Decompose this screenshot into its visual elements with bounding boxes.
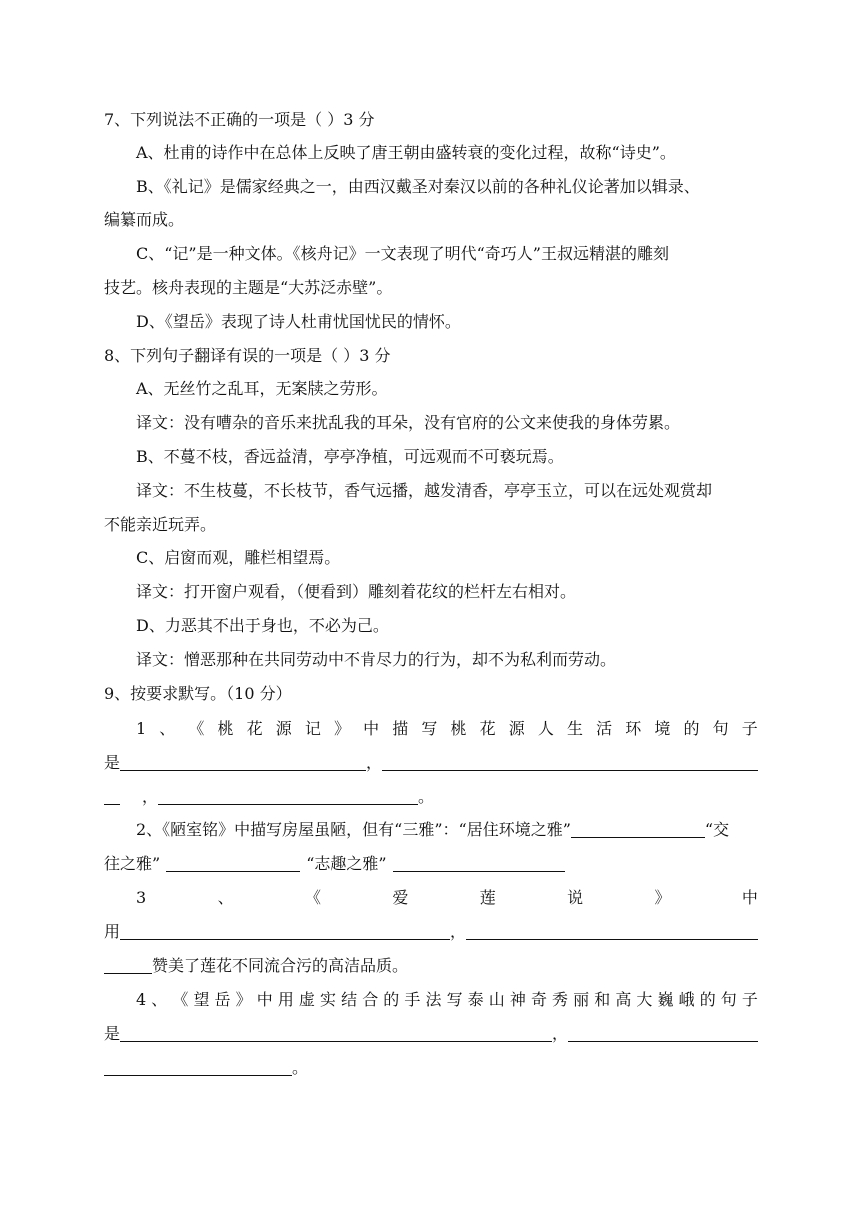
q8-option-b: B、不蔓不枝，香远益清，亭亭净植，可远观而不可亵玩焉。 [136,447,564,466]
item2-blank-3[interactable] [393,855,565,872]
item1-char: 人 [537,719,554,738]
item4-char: 子 [741,990,758,1009]
item1-shi: 是 [104,753,121,772]
item2-text-c: 往之雅” [104,854,161,873]
item1-char: 》 [334,719,351,738]
item3-char: 说 [567,888,584,907]
item3-char: 中 [741,888,758,907]
item1-char: 活 [596,719,613,738]
item1-blank-3[interactable] [158,788,418,805]
item1-char: 境 [654,719,671,738]
item1-char: 源 [275,719,292,738]
item4-char: 峨 [678,990,695,1009]
item4-char: 虚 [298,990,315,1009]
item1-char: 桃 [217,719,234,738]
q9-item3-blanks-row1 [104,922,758,942]
item4-blank-2[interactable] [568,1025,758,1042]
q7-option-d: D、《望岳》表现了诗人杜甫忧国忧民的情怀。 [136,312,461,331]
q7-option-c-line1: C、“记”是一种文体。《核舟记》一文表现了明代“奇巧人”王叔远精湛的雕刻 [136,244,669,263]
item1-char: 写 [421,719,438,738]
q8-option-a-translation: 译文：没有嘈杂的音乐来扰乱我的耳朵，没有官府的公文来使我的身体劳累。 [136,413,681,432]
q8-option-c-translation: 译文：打开窗户观看，（便看到）雕刻着花纹的栏杆左右相对。 [136,582,577,601]
item1-char: 中 [363,719,380,738]
item4-char: 岳 [214,990,231,1009]
item4-char: 实 [320,990,337,1009]
q9-item4-blanks-row1 [104,1024,758,1044]
q7-option-b-line2: 编纂而成。 [104,210,185,229]
q9-item2-row2 [104,854,758,874]
item4-char: 》 [235,990,252,1009]
item1-char: 环 [625,719,642,738]
item1-char: 花 [479,719,496,738]
item4-char: 的 [699,990,716,1009]
item2-text-d: “志趣之雅” [306,854,387,873]
item4-char: 用 [277,990,294,1009]
item4-char: 结 [341,990,358,1009]
item2-text-a: 2、《陋室铭》中描写房屋虽陋，但有“三雅”：“居住环境之雅” [136,820,571,839]
q9-item3-blanks-row2 [104,956,758,976]
item4-char: 奇 [530,990,547,1009]
item3-blank-1[interactable] [120,923,450,940]
item1-comma2: ， [142,787,159,806]
item3-char: 、 [217,888,234,907]
item4-blank-2-cont[interactable] [104,1059,292,1076]
item4-comma: ， [552,1024,569,1043]
item4-char: 中 [256,990,273,1009]
q8-option-a: A、无丝竹之乱耳，无案牍之劳形。 [136,379,388,398]
item4-char: 法 [425,990,442,1009]
item4-char: 泰 [467,990,484,1009]
item1-comma: ， [366,753,383,772]
item4-char: 大 [636,990,653,1009]
item3-char: 3 [136,888,147,907]
item4-char: 山 [488,990,505,1009]
item3-char: 《 [304,888,321,907]
item4-blank-1[interactable] [120,1025,552,1042]
item3-blank-2-cont[interactable] [104,957,152,974]
item4-char: 写 [446,990,463,1009]
item1-blank-2[interactable] [382,754,758,771]
item1-char: 的 [683,719,700,738]
item3-blank-2[interactable] [466,923,758,940]
item4-char: 的 [383,990,400,1009]
q7-option-a: A、杜甫的诗作中在总体上反映了唐王朝由盛转衰的变化过程，故称“诗史”。 [136,143,676,162]
q9-item4-blanks-row2 [104,1058,758,1078]
item3-char: 》 [654,888,671,907]
item3-tail: 赞美了莲花不同流合污的高洁品质。 [152,956,409,975]
q7-option-b-line1: B、《礼记》是儒家经典之一，由西汉戴圣对秦汉以前的各种礼仪论著加以辑录、 [136,177,700,196]
q9-item4-prompt [136,990,758,1010]
item3-char: 爱 [392,888,409,907]
item4-shi: 是 [104,1024,121,1043]
item1-char: 、 [159,719,176,738]
q9-item3-prompt [136,888,758,908]
q8-option-d-translation: 译文：憎恶那种在共同劳动中不肯尽力的行为，却不为私利而劳动。 [136,650,617,669]
q8-option-c: C、启窗而观，雕栏相望焉。 [136,548,341,567]
item3-yong: 用 [104,922,121,941]
item4-char: 《 [172,990,189,1009]
item1-period: 。 [418,787,435,806]
item1-char: 《 [188,719,205,738]
q7-stem: 7、下列说法不正确的一项是（ ）3 分 [104,110,375,129]
item4-char: 手 [404,990,421,1009]
q8-option-b-translation-line1: 译文：不生枝蔓，不长枝节，香气远播，越发清香，亭亭玉立，可以在远处观赏却 [136,481,713,500]
item4-char: 句 [720,990,737,1009]
item4-char: 高 [615,990,632,1009]
q9-item1-blanks-row2 [104,787,758,807]
item4-char: 合 [362,990,379,1009]
q9-stem: 9、按要求默写。（10 分） [104,684,292,703]
item3-comma: ， [450,922,467,941]
item2-text-b: “交 [704,820,730,839]
item4-char: 丽 [573,990,590,1009]
q9-item1-prompt [136,719,758,739]
item4-char: 望 [193,990,210,1009]
q9-item2-row1 [136,820,758,840]
item1-char: 生 [567,719,584,738]
item1-char: 子 [741,719,758,738]
item1-blank-1[interactable] [120,754,366,771]
item2-blank-1[interactable] [571,821,705,838]
item4-char: 秀 [552,990,569,1009]
item1-char: 描 [392,719,409,738]
item4-char: 、 [151,990,168,1009]
item2-blank-2[interactable] [166,855,300,872]
q7-option-c-line2: 技艺。核舟表现的主题是“大苏泛赤壁”。 [104,278,393,297]
q8-option-b-translation-line2: 不能亲近玩弄。 [104,515,217,534]
item1-char: 源 [508,719,525,738]
item1-char: 桃 [450,719,467,738]
item4-period: 。 [292,1058,309,1077]
item1-char: 1 [136,719,147,738]
q9-item1-blanks-row1 [104,753,758,773]
item4-char: 4 [136,990,147,1009]
q8-option-d: D、力恶其不出于身也，不必为己。 [136,616,389,635]
item4-char: 巍 [657,990,674,1009]
item1-char: 花 [246,719,263,738]
q8-stem: 8、下列句子翻译有误的一项是（ ）3 分 [104,346,391,365]
item4-char: 神 [509,990,526,1009]
item3-char: 莲 [479,888,496,907]
item1-char: 句 [712,719,729,738]
item1-char: 记 [304,719,321,738]
item1-blank-2-cont[interactable] [104,788,120,805]
item4-char: 和 [594,990,611,1009]
